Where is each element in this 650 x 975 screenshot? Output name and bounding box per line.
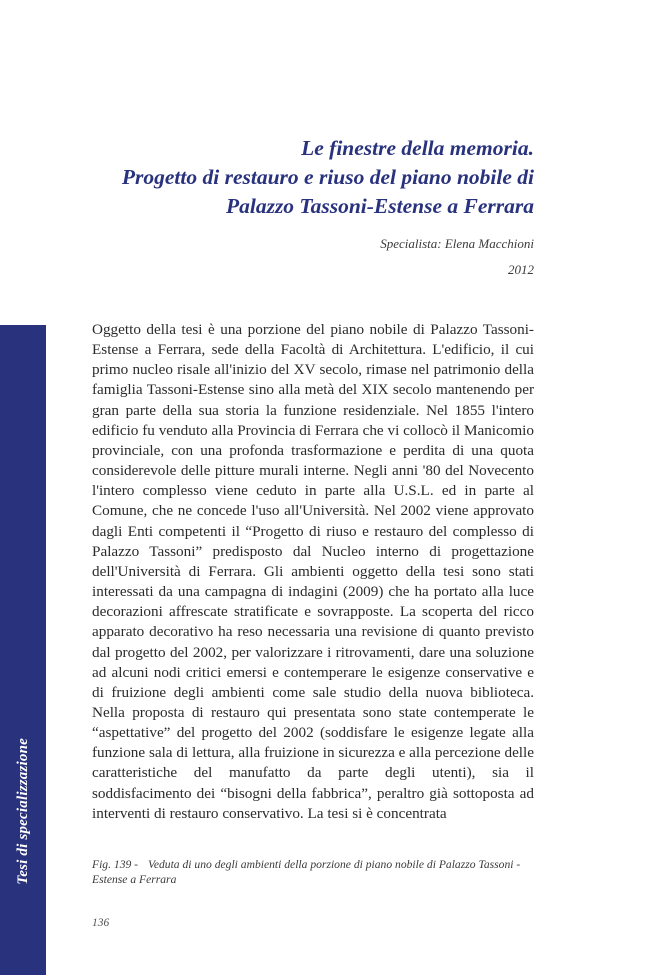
chapter-title xyxy=(54,134,534,221)
side-band xyxy=(0,325,46,975)
body-paragraph: Oggetto della tesi è una porzione del piano nobile di Palazzo Tassoni-Estense a Ferrara, sede della Facoltà di Architettura. L'edificio, il cui primo nucleo risale all'inizio del XV secolo, rimase nel patrimonio della famiglia Tassoni-Estense sino alla metà del XIX secolo mantenendo per gran parte della sua storia la funzione residenziale. Nel 1855 l'intero edificio fu venduto alla Provincia di Ferrara che vi collocò il Manicomio provinciale, con una profonda trasformazione e perdita di una quota considerevole delle pitture murali interne. Negli anni '80 del Novecento l'intero complesso viene ceduto in parte alla U.S.L. ed in parte al Comune, che ne concede l'uso all'Università. Nel 2002 viene approvato dagli Enti competenti il “Progetto di riuso e restauro del complesso di Palazzo Tassoni” predisposto dal Nucleo interno di progettazione dell'Università di Ferrara. Gli ambienti oggetto della tesi sono stati interessati da una campagna di indagini (2009) che ha portato alla luce decorazioni affrescate stratificate e sovrapposte. La scoperta del ricco apparato decorativo ha reso necessaria una revisione di quanto previsto dal progetto del 2002, per valorizzare i ritrovamenti, dare una soluzione ad alcuni nodi critici emersi e contemperare le esigenze conservative e di fruizione degli ambienti come sale studio della nuova biblioteca. Nella proposta di restauro qui presentata sono state contemperate le “aspettative” del progetto del 2002 (soddisfare le esigenze legate alla funzione sala di lettura, alla fruizione in sicurezza e alla percezione delle caratteristiche del manufatto da parte degli utenti), sia il soddisfacimento dei “bisogni della fabbrica”, peraltro già sottoposta ad interventi di restauro conservativo. La tesi si è concentrata xyxy=(92,321,534,822)
title-line-2: Progetto di restauro e riuso del piano nobile di xyxy=(121,165,534,189)
figure-caption xyxy=(92,857,534,887)
year-line: 2012 xyxy=(508,262,534,277)
figure-label: Fig. 139 - xyxy=(92,858,139,871)
title-line-1: Le finestre della memoria. xyxy=(301,136,534,160)
page-number: 136 xyxy=(92,917,110,929)
side-section-label: Tesi di specializzazione xyxy=(14,738,31,885)
figure-caption-text: Veduta di uno degli ambienti della porzione di piano nobile di Palazzo Tassoni - Estense a Ferrara xyxy=(92,858,521,886)
author-line: Specialista: Elena Macchioni xyxy=(380,236,534,251)
side-label-container xyxy=(0,325,46,885)
title-line-3: Palazzo Tassoni-Estense a Ferrara xyxy=(225,194,534,218)
